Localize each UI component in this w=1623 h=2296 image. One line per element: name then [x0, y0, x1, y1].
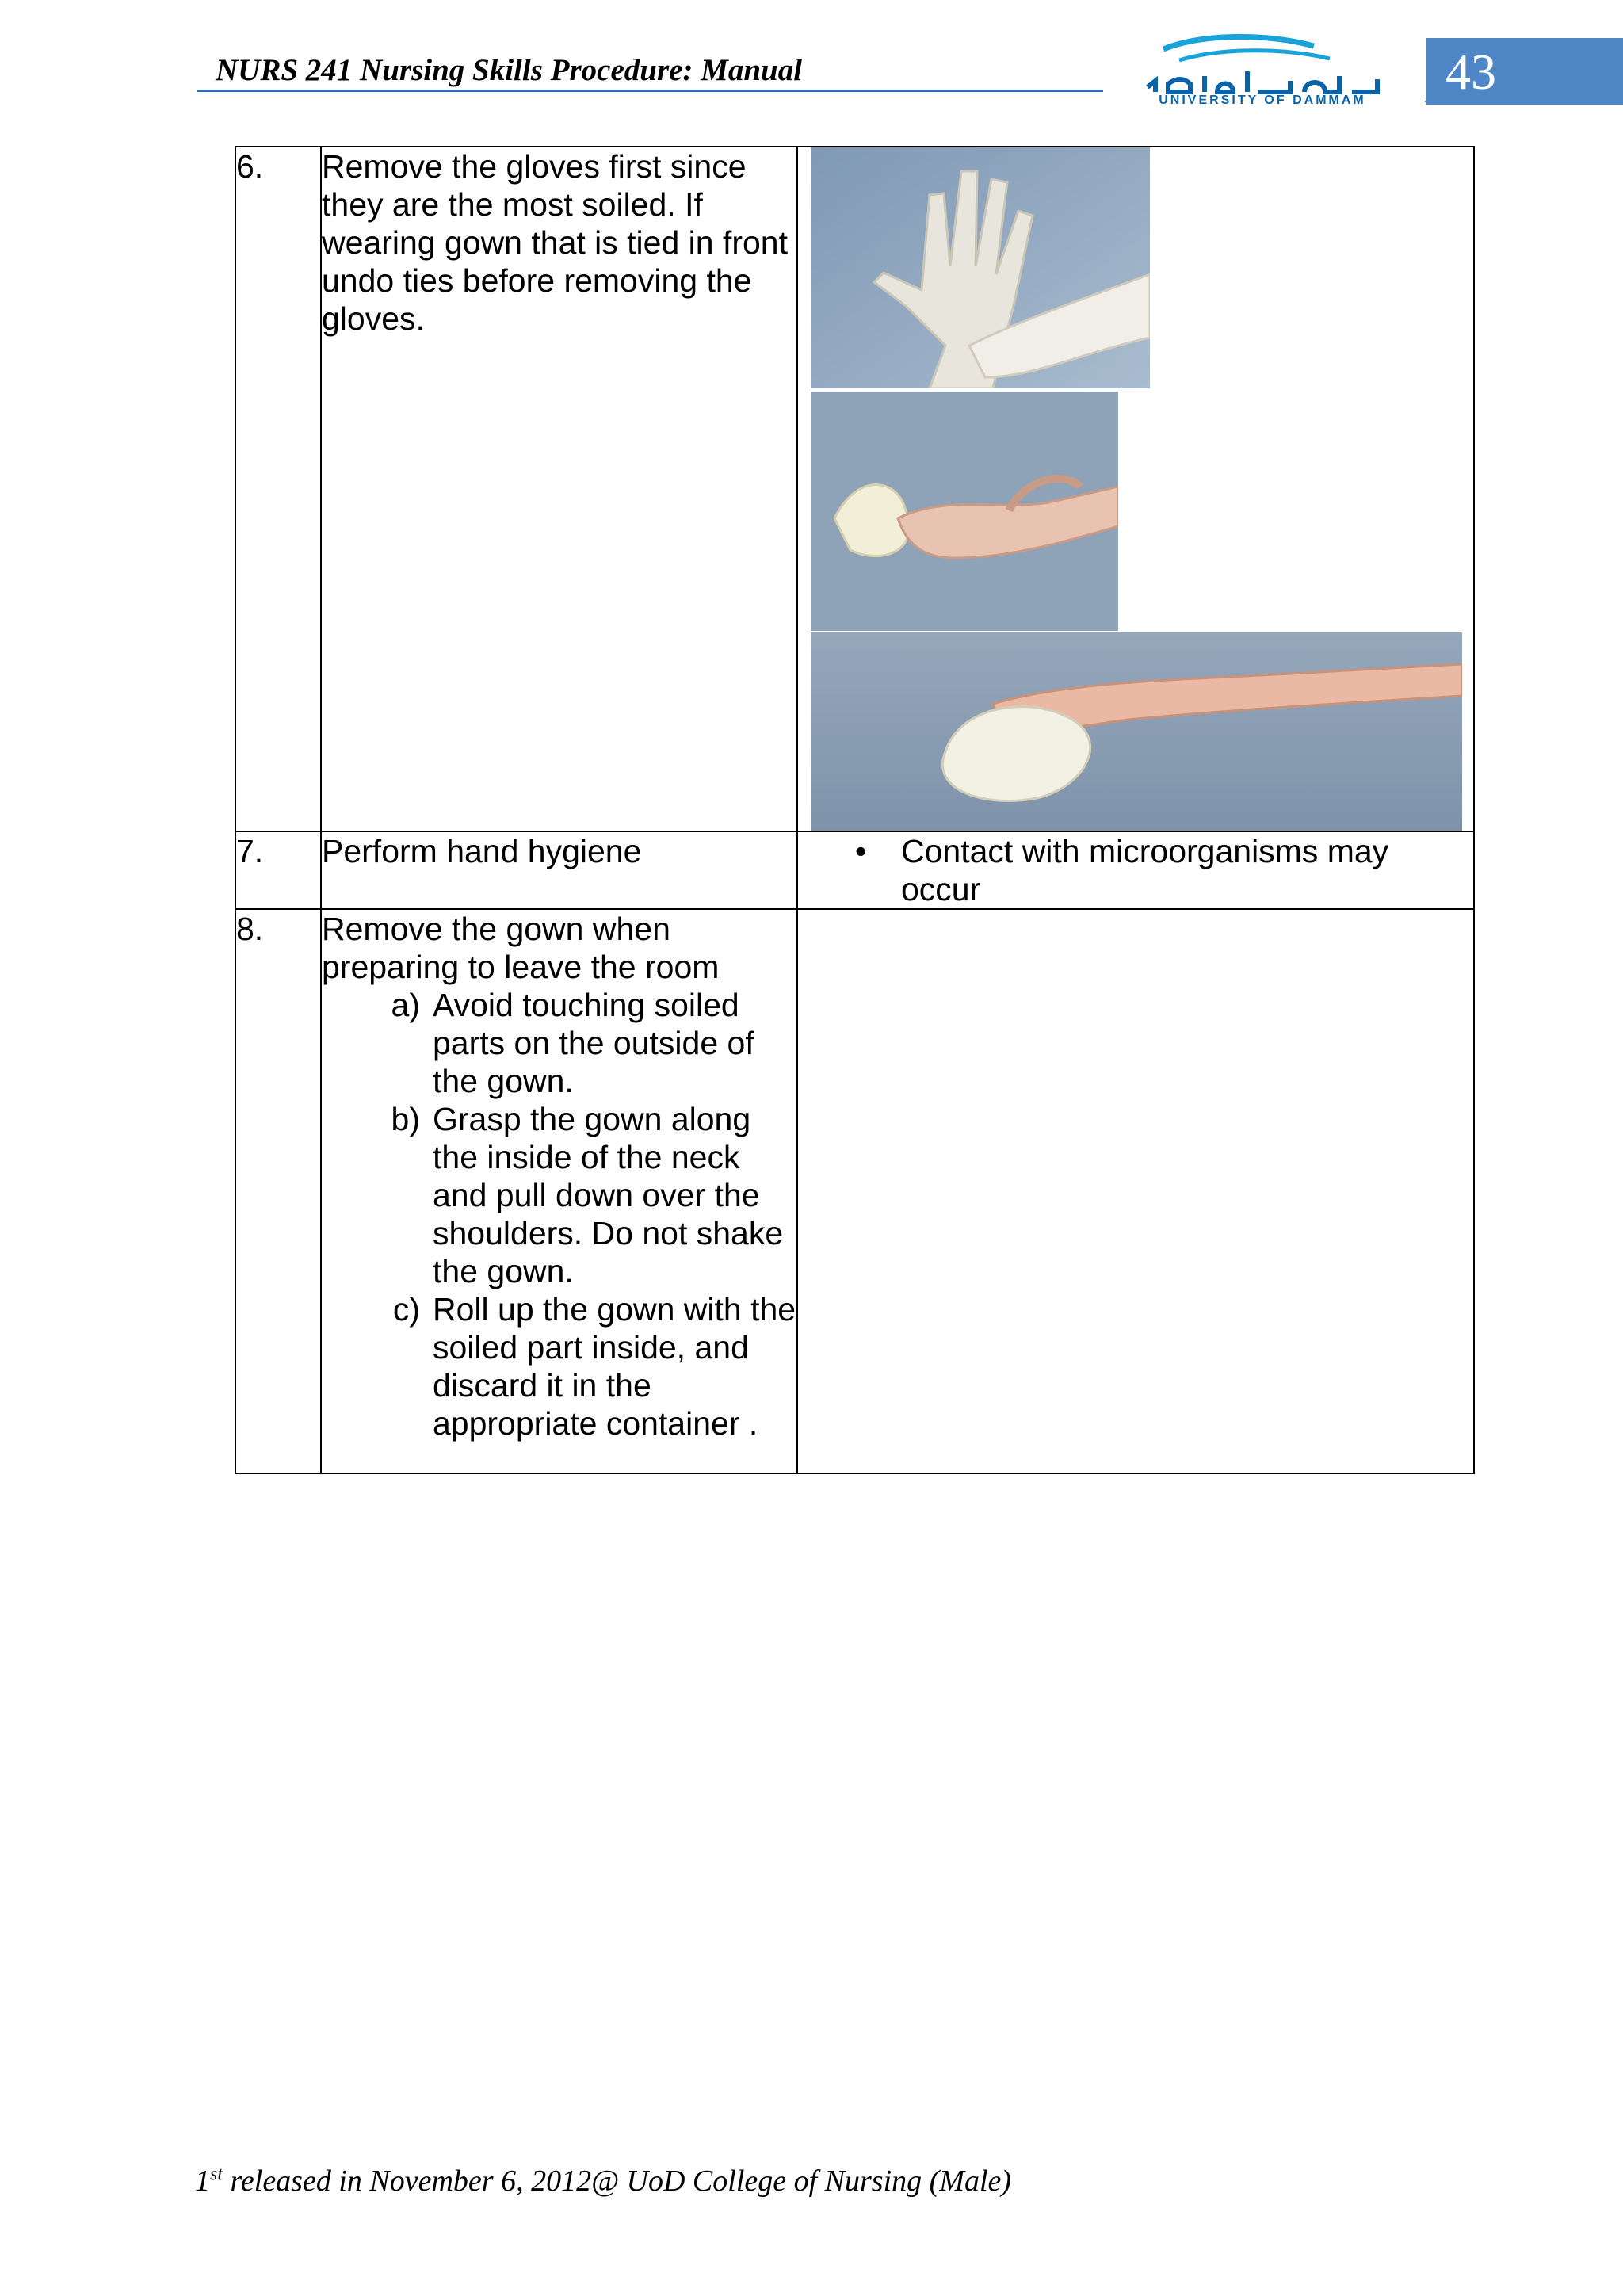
step-rationale: [797, 909, 1474, 1473]
bullet-icon: •: [855, 833, 867, 869]
sub-step-text: Roll up the gown with the soiled part inside, and discard it in the appropriate container .: [433, 1291, 796, 1442]
header-title: NURS 241 Nursing Skills Procedure: Manual: [216, 53, 803, 87]
glove-removal-photo-1: [811, 147, 1150, 388]
list-item: [322, 986, 796, 1100]
sub-step-marker: b): [391, 1101, 420, 1137]
step-number: 7.: [235, 831, 321, 909]
step-text: Perform hand hygiene: [321, 831, 797, 909]
step-text: Remove the gown when preparing to leave the room: [322, 911, 720, 985]
glove-removal-photo-3: [811, 632, 1462, 831]
glove-removal-photo-2: [811, 392, 1118, 631]
sub-step-text: Grasp the gown along the inside of the neck and pull down over the shoulders. Do not shake the gown.: [433, 1101, 784, 1289]
footer-ordinal: 1: [195, 2164, 210, 2198]
step-number: 8.: [235, 909, 321, 1473]
table-row: [235, 831, 1474, 909]
header-rule: [197, 90, 1103, 92]
step-text-cell: [321, 909, 797, 1473]
sub-step-marker: a): [391, 987, 420, 1023]
footer-text: released in November 6, 2012@ UoD College of Nursing (Male): [223, 2164, 1012, 2198]
sub-step-text: Avoid touching soiled parts on the outside of the gown.: [433, 987, 754, 1099]
rationale-text: Contact with microorganisms may occur: [901, 833, 1389, 907]
step-number: 6.: [235, 147, 321, 831]
sub-step-marker: c): [392, 1291, 420, 1328]
list-item: [322, 1290, 796, 1442]
rationale-bullet: [798, 832, 1473, 908]
step-images-cell: [797, 147, 1474, 831]
procedure-table: [235, 146, 1475, 1474]
footer-release-note: [195, 2164, 1011, 2199]
step-text: Remove the gloves first since they are the most soiled. If wearing gown that is tied in front undo ties before removing the gloves.: [321, 147, 797, 831]
page-number: 43: [1445, 44, 1496, 100]
list-item: [322, 1100, 796, 1290]
step-rationale: [797, 831, 1474, 909]
table-row: [235, 909, 1474, 1473]
table-row: [235, 147, 1474, 831]
footer-superscript: st: [210, 2164, 223, 2185]
sub-steps-list: [322, 986, 796, 1442]
logo-english-text: UNIVERSITY OF DAMMAM: [1159, 94, 1366, 107]
